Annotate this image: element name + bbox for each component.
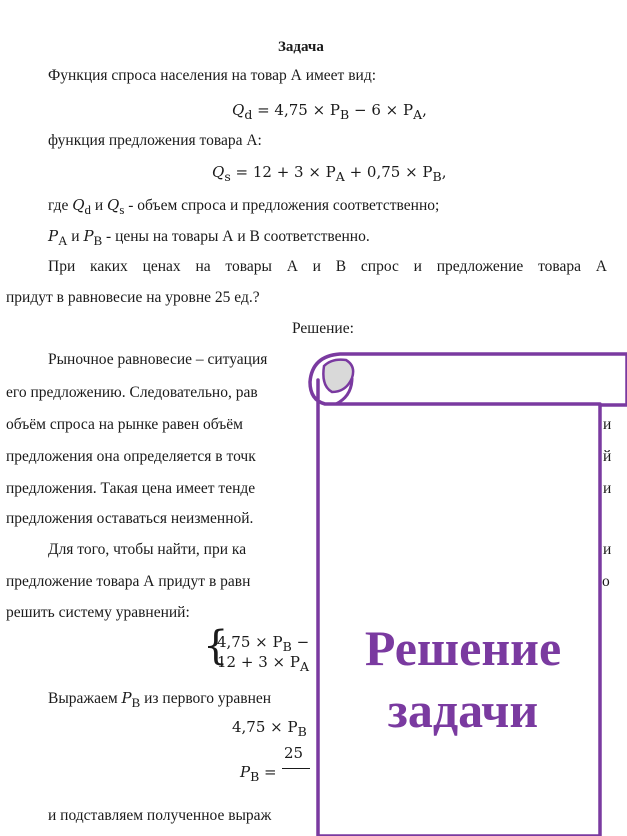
overlay-title-line-1: Решение: [364, 620, 562, 676]
express-line: Выражаем $P_B$ из первого уравнен: [48, 689, 272, 711]
solution-p1-line-3: объём спроса на рынке равен объём: [6, 416, 243, 433]
solution-p1-line-5: предложения. Такая цена имеет тенде: [6, 480, 256, 497]
demand-equation: $Q_d = 4,75 \times P_B - 6 \times P_A$,: [232, 101, 427, 122]
supply-intro: функция предложения товара А:: [48, 132, 262, 149]
solution-p2-line-2-tail: о: [602, 573, 610, 590]
solution-p2-line-2: предложение товара А придут в равн: [6, 573, 251, 590]
solution-p1-line-3-tail: и: [603, 416, 612, 433]
solution-p2-line-1-tail: и: [603, 541, 612, 558]
system-equation-1: $4,75 \times P_B$ −: [217, 633, 310, 654]
document-title: Задача: [278, 39, 324, 55]
fraction-numerator: 25: [284, 744, 304, 762]
system-brace: {: [203, 623, 229, 669]
solution-p2-line-1: Для того, чтобы найти, при ка: [48, 541, 247, 558]
solution-p1-line-6: предложения оставаться неизменной.: [6, 510, 254, 527]
solution-p1-line-1: Рыночное равновесие – ситуация: [48, 351, 268, 368]
solution-p1-line-5-tail: и: [603, 480, 612, 497]
question-line-1: При каких ценах на товары А и В спрос и предложение товара А: [48, 258, 607, 275]
overlay-title-line-2: задачи: [387, 682, 539, 738]
solution-heading: Решение:: [292, 320, 354, 337]
solution-p1-line-4-tail: й: [603, 448, 612, 465]
system-equation-2: $12 + 3 \times P_A$: [217, 653, 309, 674]
supply-equation: $Q_s = 12 + 3 \times P_A + 0,75 \times P_B$,: [212, 163, 447, 184]
definitions-line: где $Q_d$ и $Q_s$ - объем спроса и предложения соответственно;: [48, 196, 440, 218]
solution-p1-line-4: предложения она определяется в точк: [6, 448, 256, 465]
equation-3: $4,75 \times P_B$: [232, 718, 307, 739]
last-line: и подставляем полученное выраж: [48, 807, 272, 824]
equation-4: $P_B$ =: [240, 763, 277, 784]
solution-p1-line-2: его предложению. Следовательно, рав: [6, 384, 258, 401]
question-line-2: придут в равновесие на уровне 25 ед.?: [6, 289, 260, 306]
task-intro: Функция спроса населения на товар А имеет вид:: [48, 67, 377, 84]
solution-p2-line-3: решить систему уравнений:: [6, 604, 190, 621]
prices-line: $P_A$ и $P_B$ - цены на товары А и В соответственно.: [48, 227, 370, 249]
